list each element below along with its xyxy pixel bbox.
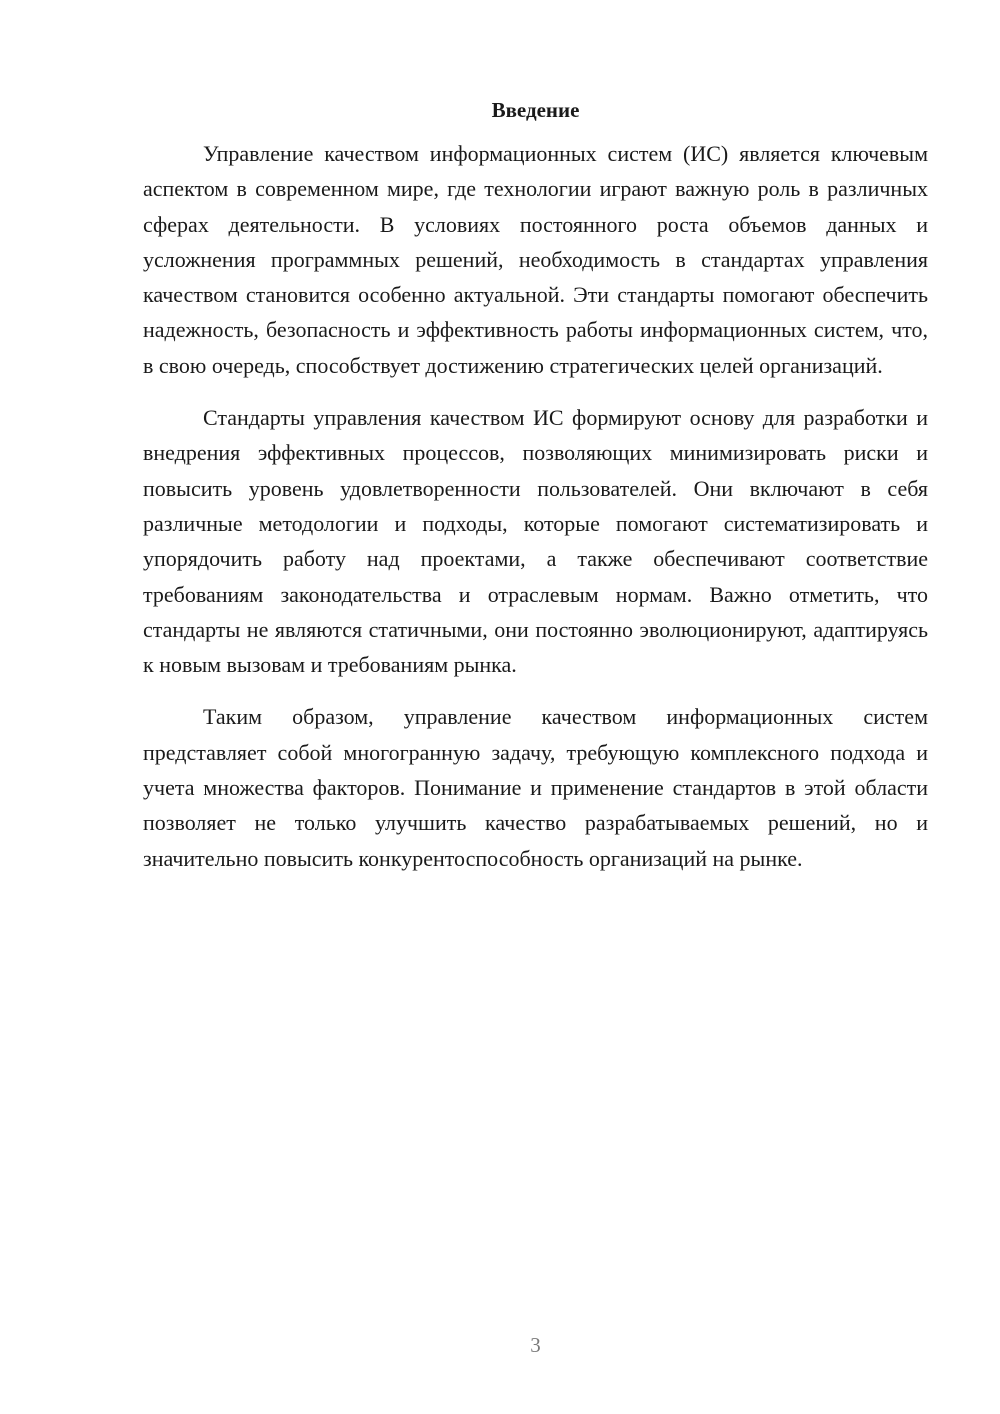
paragraph-2: Стандарты управления качеством ИС формируют основу для разработки и внедрения эффективных процессов, позволяющих минимизировать риски и повысить уровень удовлетворенности пользователей. Они включают в себя различные методологии и подходы, которые помогают систематизировать и упорядочить работу над проектами, а также обеспечивают соответствие требованиям законодательства и отраслевым нормам. Важно отметить, что стандарты не являются статичными, они постоянно эволюционируют, адаптируясь к новым вызовам и требованиям рынка. <box>143 405 928 678</box>
page-content <box>143 96 928 876</box>
section-heading: Введение <box>491 98 580 122</box>
paragraph-3: Таким образом, управление качеством информационных систем представляет собой многогранную задачу, требующую комплексного подхода и учета множества факторов. Понимание и применение стандартов в этой области позволяет не только улучшить качество разрабатываемых решений, но и значительно повысить конкурентоспособность организаций на рынке. <box>143 704 928 871</box>
page-number: 3 <box>530 1333 541 1357</box>
paragraph-1: Управление качеством информационных систем (ИС) является ключевым аспектом в современном мире, где технологии играют важную роль в различных сферах деятельности. В условиях постоянного роста объемов данных и усложнения программных решений, необходимость в стандартах управления качеством становится особенно актуальной. Эти стандарты помогают обеспечить надежность, безопасность и эффективность работы информационных систем, что, в свою очередь, способствует достижению стратегических целей организаций. <box>143 141 928 378</box>
